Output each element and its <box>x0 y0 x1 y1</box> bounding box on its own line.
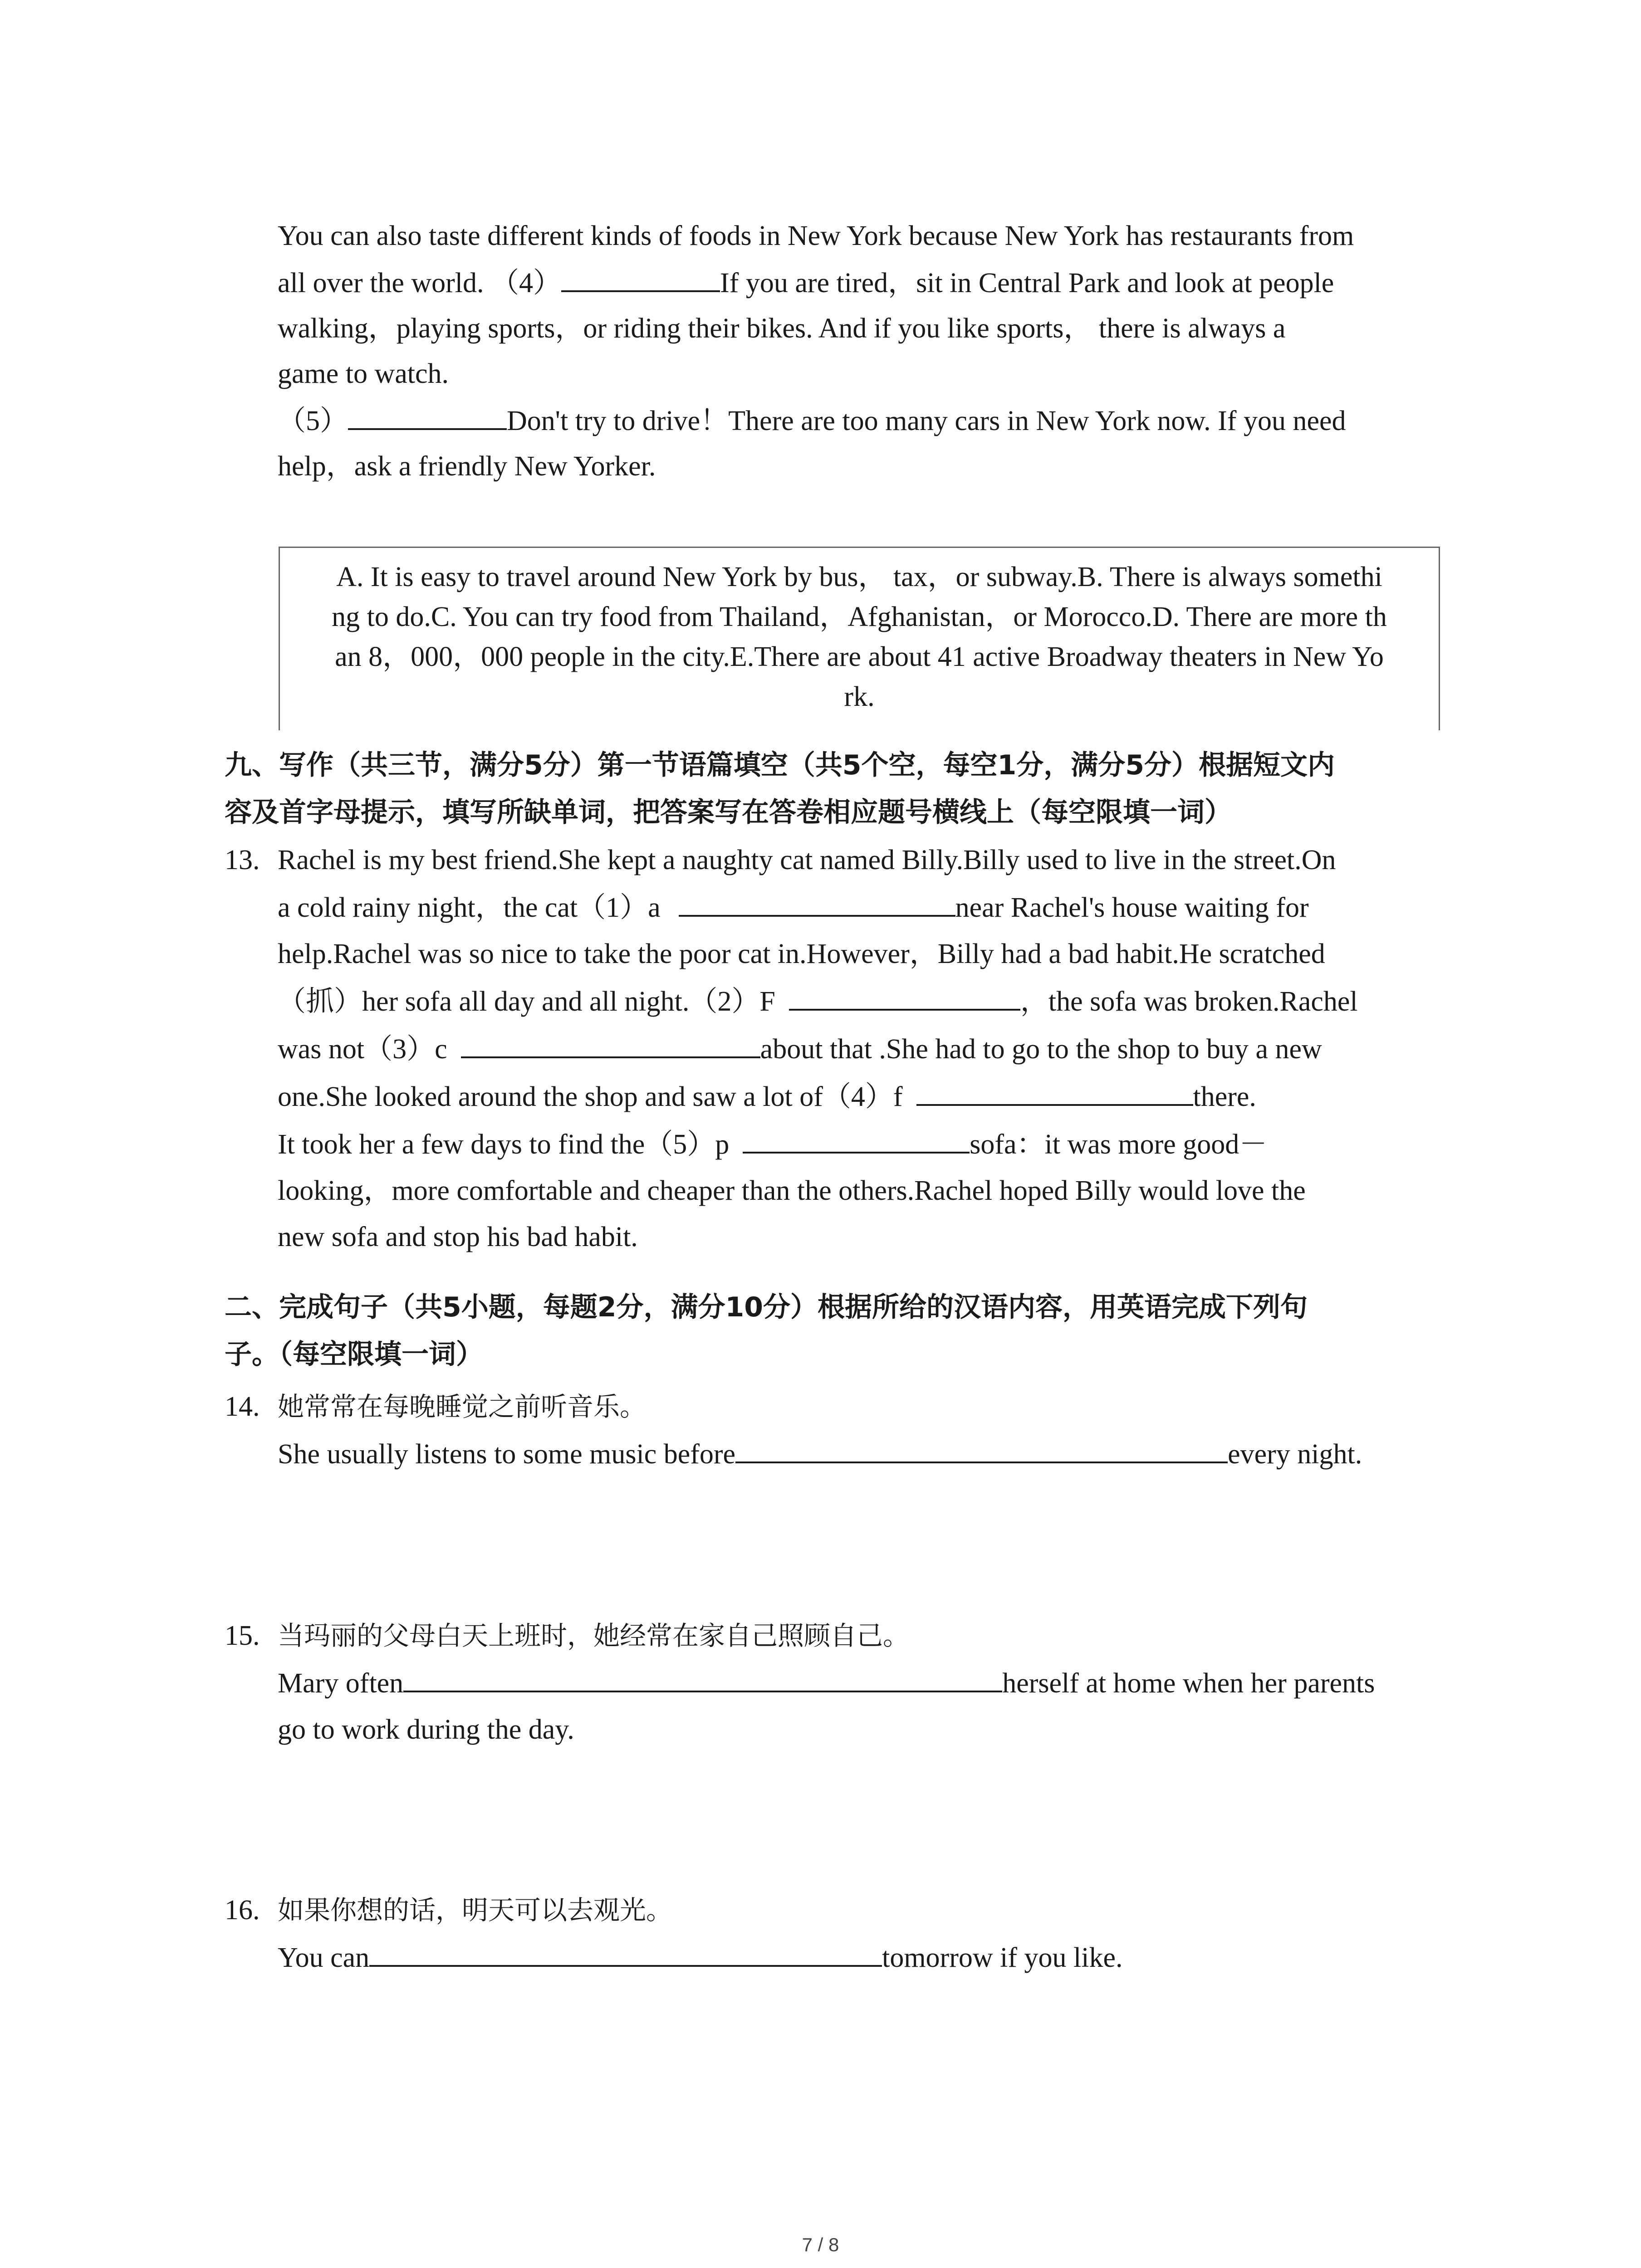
answer-blank-5[interactable] <box>743 1120 970 1154</box>
question-text: there. <box>1193 1081 1256 1112</box>
reading-passage <box>278 213 1466 489</box>
question-line <box>225 1887 1477 1933</box>
question-text: You can <box>278 1942 370 1973</box>
question-line <box>225 977 1477 1025</box>
question-line <box>225 1613 1477 1659</box>
question-text: She usually listens to some music before <box>278 1439 736 1470</box>
question-text: one.She looked around the shop and saw a lot of（4）f <box>278 1081 903 1112</box>
question-text: Rachel is my best friend.She kept a naughty cat named Billy.Billy used to live in the street.On <box>278 845 1336 875</box>
answer-blank-1[interactable] <box>679 883 955 917</box>
question-line <box>225 837 1477 883</box>
question-16 <box>225 1887 1477 1981</box>
question-text: sofa：it was more good－ <box>970 1129 1268 1160</box>
question-number: 15. <box>225 1620 260 1651</box>
question-text: tomorrow if you like. <box>882 1942 1123 1973</box>
question-line <box>225 1430 1477 1477</box>
section-heading: 子。（每空限填一词） <box>225 1339 483 1370</box>
chinese-prompt: 她常常在每晚睡觉之前听音乐。 <box>278 1391 647 1422</box>
passage-text: all over the world. （4） <box>278 268 562 298</box>
question-text: every night. <box>1228 1439 1362 1470</box>
question-14 <box>225 1383 1477 1477</box>
question-13 <box>225 837 1477 1260</box>
question-text: a cold rainy night，the cat（1）a <box>278 892 661 923</box>
answer-blank[interactable] <box>369 1933 882 1967</box>
passage-line: game to watch. <box>278 358 449 389</box>
passage-text: If you are tired，sit in Central Park and look at people <box>720 268 1334 298</box>
answer-blank[interactable] <box>403 1659 1002 1692</box>
section-heading: 容及首字母提示，填写所缺单词，把答案写在答卷相应题号横线上（每空限填一词） <box>225 797 1232 828</box>
answer-blank-4[interactable] <box>561 259 720 292</box>
answer-blank[interactable] <box>735 1430 1228 1463</box>
passage-line: walking，playing sports，or riding their bikes. And if you like sports， there is always a <box>278 313 1286 344</box>
question-text: herself at home when her parents <box>1002 1668 1375 1699</box>
chinese-prompt: 当玛丽的父母白天上班时，她经常在家自己照顾自己。 <box>278 1620 910 1651</box>
passage-text: （5） <box>278 406 348 436</box>
answer-blank-2[interactable] <box>789 977 1020 1011</box>
chinese-prompt: 如果你想的话，明天可以去观光。 <box>278 1895 673 1926</box>
question-line <box>225 1383 1477 1430</box>
options-box <box>279 547 1440 730</box>
answer-blank-5[interactable] <box>348 396 507 430</box>
passage-line: help，ask a friendly New Yorker. <box>278 451 656 482</box>
question-line: go to work during the day. <box>278 1714 574 1745</box>
section-heading: 二、完成句子（共5小题，每题2分，满分10分）根据所给的汉语内容，用英语完成下列句 <box>225 1291 1308 1323</box>
question-line: help.Rachel was so nice to take the poor cat in.However，Billy had a bad habit.He scratched <box>278 938 1325 969</box>
answer-blank-3[interactable] <box>461 1025 760 1058</box>
passage-line <box>278 396 1466 444</box>
question-15 <box>225 1613 1477 1753</box>
page-number: 7 / 8 <box>802 2234 839 2255</box>
passage-line <box>278 259 1466 306</box>
question-line <box>225 1659 1477 1706</box>
question-line: new sofa and stop his bad habit. <box>278 1222 638 1252</box>
question-number: 13. <box>225 845 260 875</box>
question-line: looking，more comfortable and cheaper than the others.Rachel hoped Billy would love the <box>278 1175 1306 1206</box>
passage-text: Don't try to drive！There are too many cars in New York now. If you need <box>507 406 1346 436</box>
option-line: an 8，000，000 people in the city.E.There are about 41 active Broadway theaters in New Yo <box>335 641 1384 672</box>
question-line <box>225 1072 1477 1120</box>
section-heading: 九、写作（共三节，满分5分）第一节语篇填空（共5个空，每空1分，满分5分）根据短文内 <box>225 749 1335 781</box>
question-text: Mary often <box>278 1668 404 1699</box>
option-line: ng to do.C. You can try food from Thailand，Afghanistan，or Morocco.D. There are more th <box>332 601 1387 632</box>
question-number: 16. <box>225 1895 260 1926</box>
question-line <box>225 883 1477 931</box>
question-line <box>225 1120 1477 1168</box>
question-text: （抓）her sofa all day and all night.（2）F <box>278 986 775 1017</box>
passage-line: You can also taste different kinds of foods in New York because New York has restaurants from <box>278 220 1354 251</box>
option-line: A. It is easy to travel around New York by bus， tax，or subway.B. There is always somethi <box>336 562 1382 592</box>
question-text: It took her a few days to find the（5）p <box>278 1129 730 1160</box>
question-text: ，the sofa was broken.Rachel <box>1020 986 1358 1017</box>
question-text: near Rachel's house waiting for <box>955 892 1309 923</box>
option-line: rk. <box>844 681 875 712</box>
question-line <box>225 1025 1477 1072</box>
answer-blank-4[interactable] <box>916 1072 1193 1106</box>
question-text: was not（3）c <box>278 1034 447 1065</box>
question-line <box>225 1933 1477 1981</box>
question-text: about that .She had to go to the shop to buy a new <box>760 1034 1322 1065</box>
question-number: 14. <box>225 1391 260 1422</box>
